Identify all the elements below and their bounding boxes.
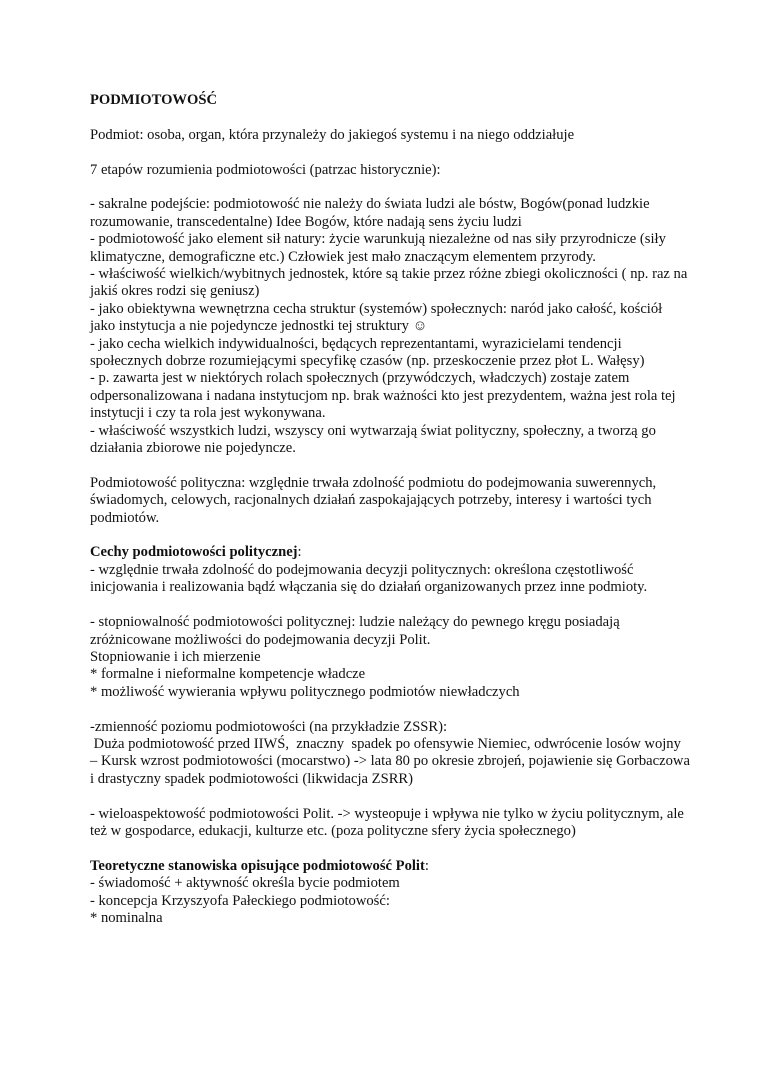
political-subjectivity-definition: Podmiotowość polityczna: względnie trwała zdolność podmiotu do podejmowania suwerennych, świadomych, celowych, racjonalnych działań zaspokajających potrzeby, interesy i wartości tych podmiotów.	[90, 474, 660, 526]
features-heading	[90, 544, 690, 561]
features-heading-colon: :	[297, 544, 302, 561]
stages-intro: 7 etapów rozumienia podmiotowości (patrzac historycznie):	[90, 161, 441, 178]
feature-item: - wieloaspektowość podmiotowości Polit. -> wysteopuje i wpływa nie tylko w życiu politycznym, ale też w gospodarce, edukacji, kulturze etc. (poza polityczne sfery życia społecznego)	[90, 805, 688, 839]
feature-item: - stopniowalność podmiotowości politycznej: ludzie należący do pewnego kręgu posiadają zróżnicowane możliwości do podejmowania decyzji Polit.	[90, 614, 624, 648]
theory-item: - koncepcja Krzyszyofa Pałeckiego podmiotowość:	[90, 892, 390, 909]
stage-item: - podmiotowość jako element sił natury: życie warunkują niezależne od nas siły przyrodnicze (siły klimatyczne, demograficzne etc.) Człowiek jest mało znaczącym elementem przyrody.	[90, 231, 670, 265]
theory-item: - świadomość + aktywność określa bycie podmiotem	[90, 875, 400, 892]
feature-subheading: Stopniowanie i ich mierzenie	[90, 648, 261, 665]
feature-subitem: * możliwość wywierania wpływu politycznego podmiotów niewładczych	[90, 683, 520, 700]
spacer	[90, 457, 690, 474]
stage-item: - sakralne podejście: podmiotowość nie należy do świata ludzi ale bóstw, Bogów(ponad ludzkie rozumowanie, transcedentalne) Idee Bogów, które nadają sens życiu ludzi	[90, 196, 654, 230]
features-heading-text: Cechy podmiotowości politycznej	[90, 544, 298, 561]
theories-heading	[90, 858, 690, 875]
document-title: PODMIOTOWOŚĆ	[90, 92, 218, 108]
stage-item: - właściwość wszystkich ludzi, wszyscy oni wytwarzają świat polityczny, społeczny, a tworzą go działania zbiorowe nie pojedyncze.	[90, 422, 660, 457]
feature-item: - względnie trwała zdolność do podejmowania decyzji politycznych: określona częstotliwość inicjowania i realizowania bądź włączania się do działań organizowanych przez inne podmioty.	[90, 561, 648, 596]
document-page	[90, 92, 694, 927]
spacer	[90, 144, 690, 161]
theory-item: * nominalna	[90, 909, 163, 926]
theories-heading-text: Teoretyczne stanowiska opisujące podmiotowość Polit	[90, 857, 425, 874]
stage-item: - jako cecha wielkich indywidualności, będących reprezentantami, wyrazicielami tendencji społecznych dobrze rozumiejącymi specyfikę czasów (np. przeskoczenie przez płot L. Wałęsy)	[90, 335, 645, 370]
spacer	[90, 840, 690, 857]
stage-item: - właściwość wielkich/wybitnych jednostek, które są takie przez różne zbiegi okoliczności ( np. raz na jakiś okres rodzi się geniusz)	[90, 266, 691, 300]
theories-heading-colon: :	[424, 857, 429, 874]
subject-definition: Podmiot: osoba, organ, która przynależy do jakiegoś systemu i na niego oddziałuje	[90, 126, 575, 143]
spacer	[90, 109, 690, 126]
stage-item: - jako obiektywna wewnętrzna cecha struktur (systemów) społecznych: naród jako całość, kościół jako instytucja a nie pojedyncze jednostki tej struktury ☺	[90, 300, 666, 335]
spacer	[90, 701, 690, 718]
feature-subitem: * formalne i nieformalne kompetencje władcze	[90, 666, 366, 683]
stage-item: - p. zawarta jest w niektórych rolach społecznych (przywódczych, władczych) zostaje zatem odpersonalizowana i nadana instytucjom np. brak ważności kto jest prezydentem, ważna jest rola tej instytucji i czy ta rola jest wykonywana.	[90, 370, 680, 422]
spacer	[90, 179, 690, 196]
spacer	[90, 527, 690, 544]
spacer	[90, 597, 690, 614]
feature-item-body: Duża podmiotowość przed IIWŚ, znaczny spadek po ofensywie Niemiec, odwrócenie losów wojny – Kursk wzrost podmiotowości (mocarstwo) -> lata 80 po okresie zbrojeń, pojawienie się Gorbaczowa i drastyczny spadek podmiotowości (likwidacja ZSRR)	[90, 735, 694, 787]
spacer	[90, 788, 690, 805]
stages-list	[90, 196, 690, 457]
feature-item: -zmienność poziomu podmiotowości (na przykładzie ZSSR):	[90, 718, 448, 735]
